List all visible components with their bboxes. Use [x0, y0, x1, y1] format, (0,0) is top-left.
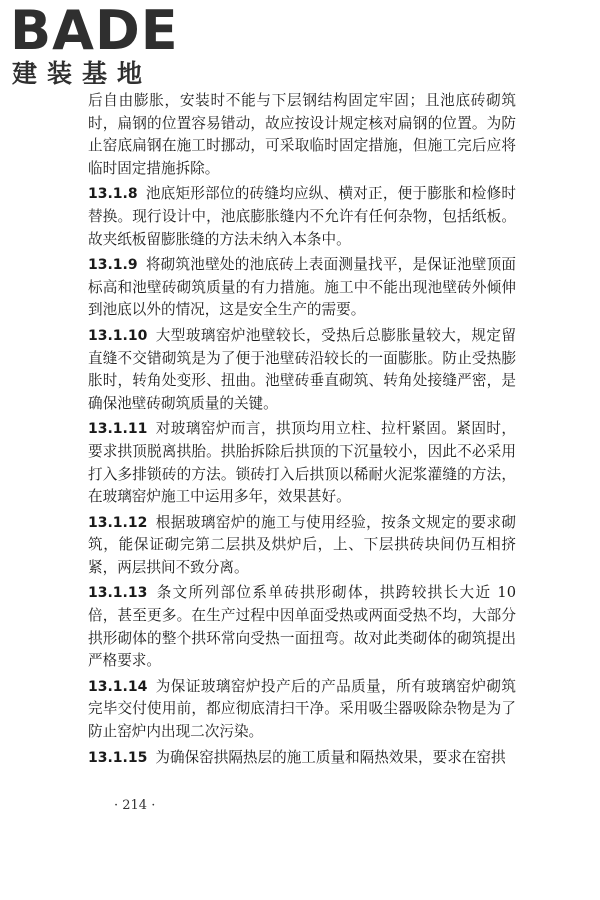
paragraph-text: 为确保窑拱隔热层的施工质量和隔热效果，要求在窑拱 [155, 748, 506, 766]
paragraph-text: 将砌筑池壁处的池底砖上表面测量找平，是保证池壁顶面标高和池壁砖砌筑质量的有力措施。施工中不能出现池壁砖外倾伸到池底以外的情况，这是安全生产的需要。 [88, 256, 516, 319]
clause-13-1-14 [88, 676, 516, 744]
paragraph-text: 条文所列部位系单砖拱形砌体，拱跨较拱长大近 10 倍，甚至更多。在生产过程中因单面受热或两面受热不均，大部分拱形砌体的整个拱环常向受热一面扭弯。故对此类砌体的砌筑提出严格要求。 [88, 584, 516, 670]
clause-number: 13.1.15 [88, 749, 148, 766]
clause-13-1-15 [88, 747, 516, 770]
clause-number: 13.1.13 [88, 585, 148, 602]
clause-13-1-10 [88, 325, 516, 415]
clause-13-1-12 [88, 512, 516, 580]
clause-13-1-9 [88, 254, 516, 322]
clause-13-1-8 [88, 183, 516, 251]
logo-cjk-text: 建装基地 [12, 59, 153, 88]
clause-number: 13.1.10 [88, 327, 148, 344]
page-body [88, 90, 516, 772]
paragraph-text: 池底矩形部位的砖缝均应纵、横对正，便于膨胀和检修时替换。现行设计中，池底膨胀缝内不允许有任何杂物，包括纸板。故夹纸板留膨胀缝的方法未纳入本条中。 [88, 185, 516, 248]
clause-13-1-13 [88, 582, 516, 672]
clause-13-1-11 [88, 418, 516, 508]
paragraph-continuation [88, 90, 516, 180]
clause-number: 13.1.14 [88, 678, 148, 695]
paragraph-text: 大型玻璃窑炉池壁较长，受热后总膨胀量较大，规定留直缝不交错砌筑是为了便于池壁砖沿较长的一面膨胀。防止受热膨胀时，转角处变形、扭曲。池壁砖垂直砌筑、转角处接缝严密，是确保池壁砖砌筑质量的关键。 [88, 326, 516, 412]
paragraph-text: 根据玻璃窑炉的施工与使用经验，按条文规定的要求砌筑，能保证砌完第二层拱及烘炉后，上、下层拱砖块间仍互相挤紧，两层拱间不致分离。 [88, 513, 516, 576]
brand-logo [10, 0, 180, 90]
clause-number: 13.1.8 [88, 186, 138, 203]
page-number: · 214 · [114, 798, 156, 813]
paragraph-text: 为保证玻璃窑炉投产后的产品质量，所有玻璃窑炉砌筑完毕交付使用前，都应彻底清扫干净。采用吸尘器吸除杂物是为了防止窑炉内出现二次污染。 [88, 677, 516, 741]
paragraph-text: 后自由膨胀，安装时不能与下层钢结构固定牢固；且池底砖砌筑时，扁钢的位置容易错动，故应按设计规定核对扁钢的位置。为防止窑底扁钢在施工时挪动，可采取临时固定措施，但施工完后应将临时固定措施拆除。 [88, 92, 516, 177]
clause-number: 13.1.12 [88, 514, 148, 531]
logo-latin-text: BADE [10, 0, 179, 62]
clause-number: 13.1.9 [88, 257, 138, 274]
clause-number: 13.1.11 [88, 421, 148, 438]
paragraph-text: 对玻璃窑炉而言，拱顶均用立柱、拉杆紧固。紧固时，要求拱顶脱离拱胎。拱胎拆除后拱顶的下沉量较小，因此不必采用打入多排锁砖的方法。锁砖打入后拱顶以稀耐火泥浆灌缝的方法，在玻璃窑炉施工中运用多年，效果甚好。 [88, 420, 516, 506]
